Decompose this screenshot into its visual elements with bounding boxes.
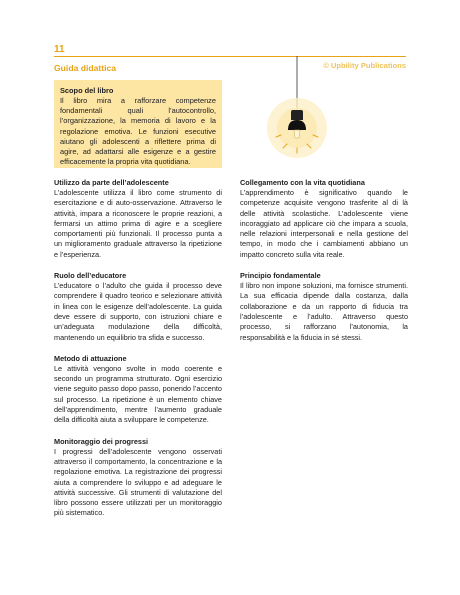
page-number: 11 xyxy=(54,44,65,55)
block-title: Utilizzo da parte dell’adolescente xyxy=(54,178,169,187)
block-title: Monitoraggio dei progressi xyxy=(54,436,149,446)
block-title: Collegamento con la vita quotidiana xyxy=(240,178,365,187)
header-rule xyxy=(54,56,406,57)
block-body: Le attività vengono svolte in modo coerente e secondo un programma strutturato. Ogni esercizio viene seguito passo dopo passo, ponendo l’accento sul processo. La ripetizione è un elemento chiave dell’apprendimento, mentre l’aumento graduale della difficoltà aiuta a sviluppare le competenze. xyxy=(54,363,222,425)
light-bulb-icon xyxy=(256,56,338,166)
block-title: Metodo di attuazione xyxy=(54,353,127,363)
block-body: L’educatore o l’adulto che guida il processo deve comprendere il quadro teorico e selezionare attività in linea con le esigenze dell’adolescente. La guida deve essere di supporto, con istruzioni chiare e un’adeguata modulazione della difficoltà, mantenendo un equilibrio tra sfida e successo. xyxy=(54,281,222,342)
block-title: Ruolo dell’educatore xyxy=(54,271,127,281)
content-block xyxy=(54,354,222,426)
block-title: Principio fondamentale xyxy=(240,271,321,281)
block-body: L’adolescente utilizza il libro come strumento di esercitazione e di auto-osservazione. Attraverso le attività, impara a riconoscere le proprie reazioni, a fermarsi un attimo prima di agire e a scegliere comportamenti più funzionali. Il processo punta a un miglioramento graduale attraverso la ripetizione e l’esperienza. xyxy=(54,188,222,259)
intro-box xyxy=(54,80,222,168)
right-column xyxy=(240,178,408,354)
left-column xyxy=(54,178,222,530)
block-body: I progressi dell’adolescente vengono osservati attraverso il comportamento, la concentrazione e la regolazione emotiva. La registrazione dei progressi aiuta a comprendere lo sviluppo e ad adeguare le attività successive. Gli strumenti di valutazione del libro possono essere utilizzati per un monitoraggio più sistematico. xyxy=(54,446,222,518)
content-block xyxy=(240,271,408,343)
content-block xyxy=(240,178,408,260)
block-body: Il libro non impone soluzioni, ma fornisce strumenti. La sua efficacia dipende dalla costanza, dalla collaborazione e da un rapporto di fiducia tra l’adolescente e l’adulto. Attraverso questo processo, si rafforzano l’autonomia, la responsabilità e la fiducia in sé stessi. xyxy=(240,281,408,342)
intro-title: Scopo del libro xyxy=(60,86,114,95)
content-block xyxy=(54,271,222,343)
content-block xyxy=(54,178,222,260)
intro-body: Il libro mira a rafforzare competenze fondamentali quali l’autocontrollo, l’organizzazione, la memoria di lavoro e la regolazione emotiva. Le funzioni esecutive aiutano gli adolescenti a riflettere prima di agire, ad adattarsi alle esigenze e a gestire efficacemente la propria vita quotidiana. xyxy=(60,96,216,167)
publisher-credit: © Upbility Publications xyxy=(323,61,406,70)
block-body: L’apprendimento è significativo quando le competenze acquisite vengono trasferite al di là delle attività scolastiche. L’adolescente viene incoraggiato ad applicare ciò che impara a scuola, nelle relazioni interpersonali e nella gestione del tempo, in modo che i cambiamenti abbiano un impatto concreto sulla vita reale. xyxy=(240,188,408,259)
section-title: Guida didattica xyxy=(54,63,117,73)
content-block xyxy=(54,437,222,519)
